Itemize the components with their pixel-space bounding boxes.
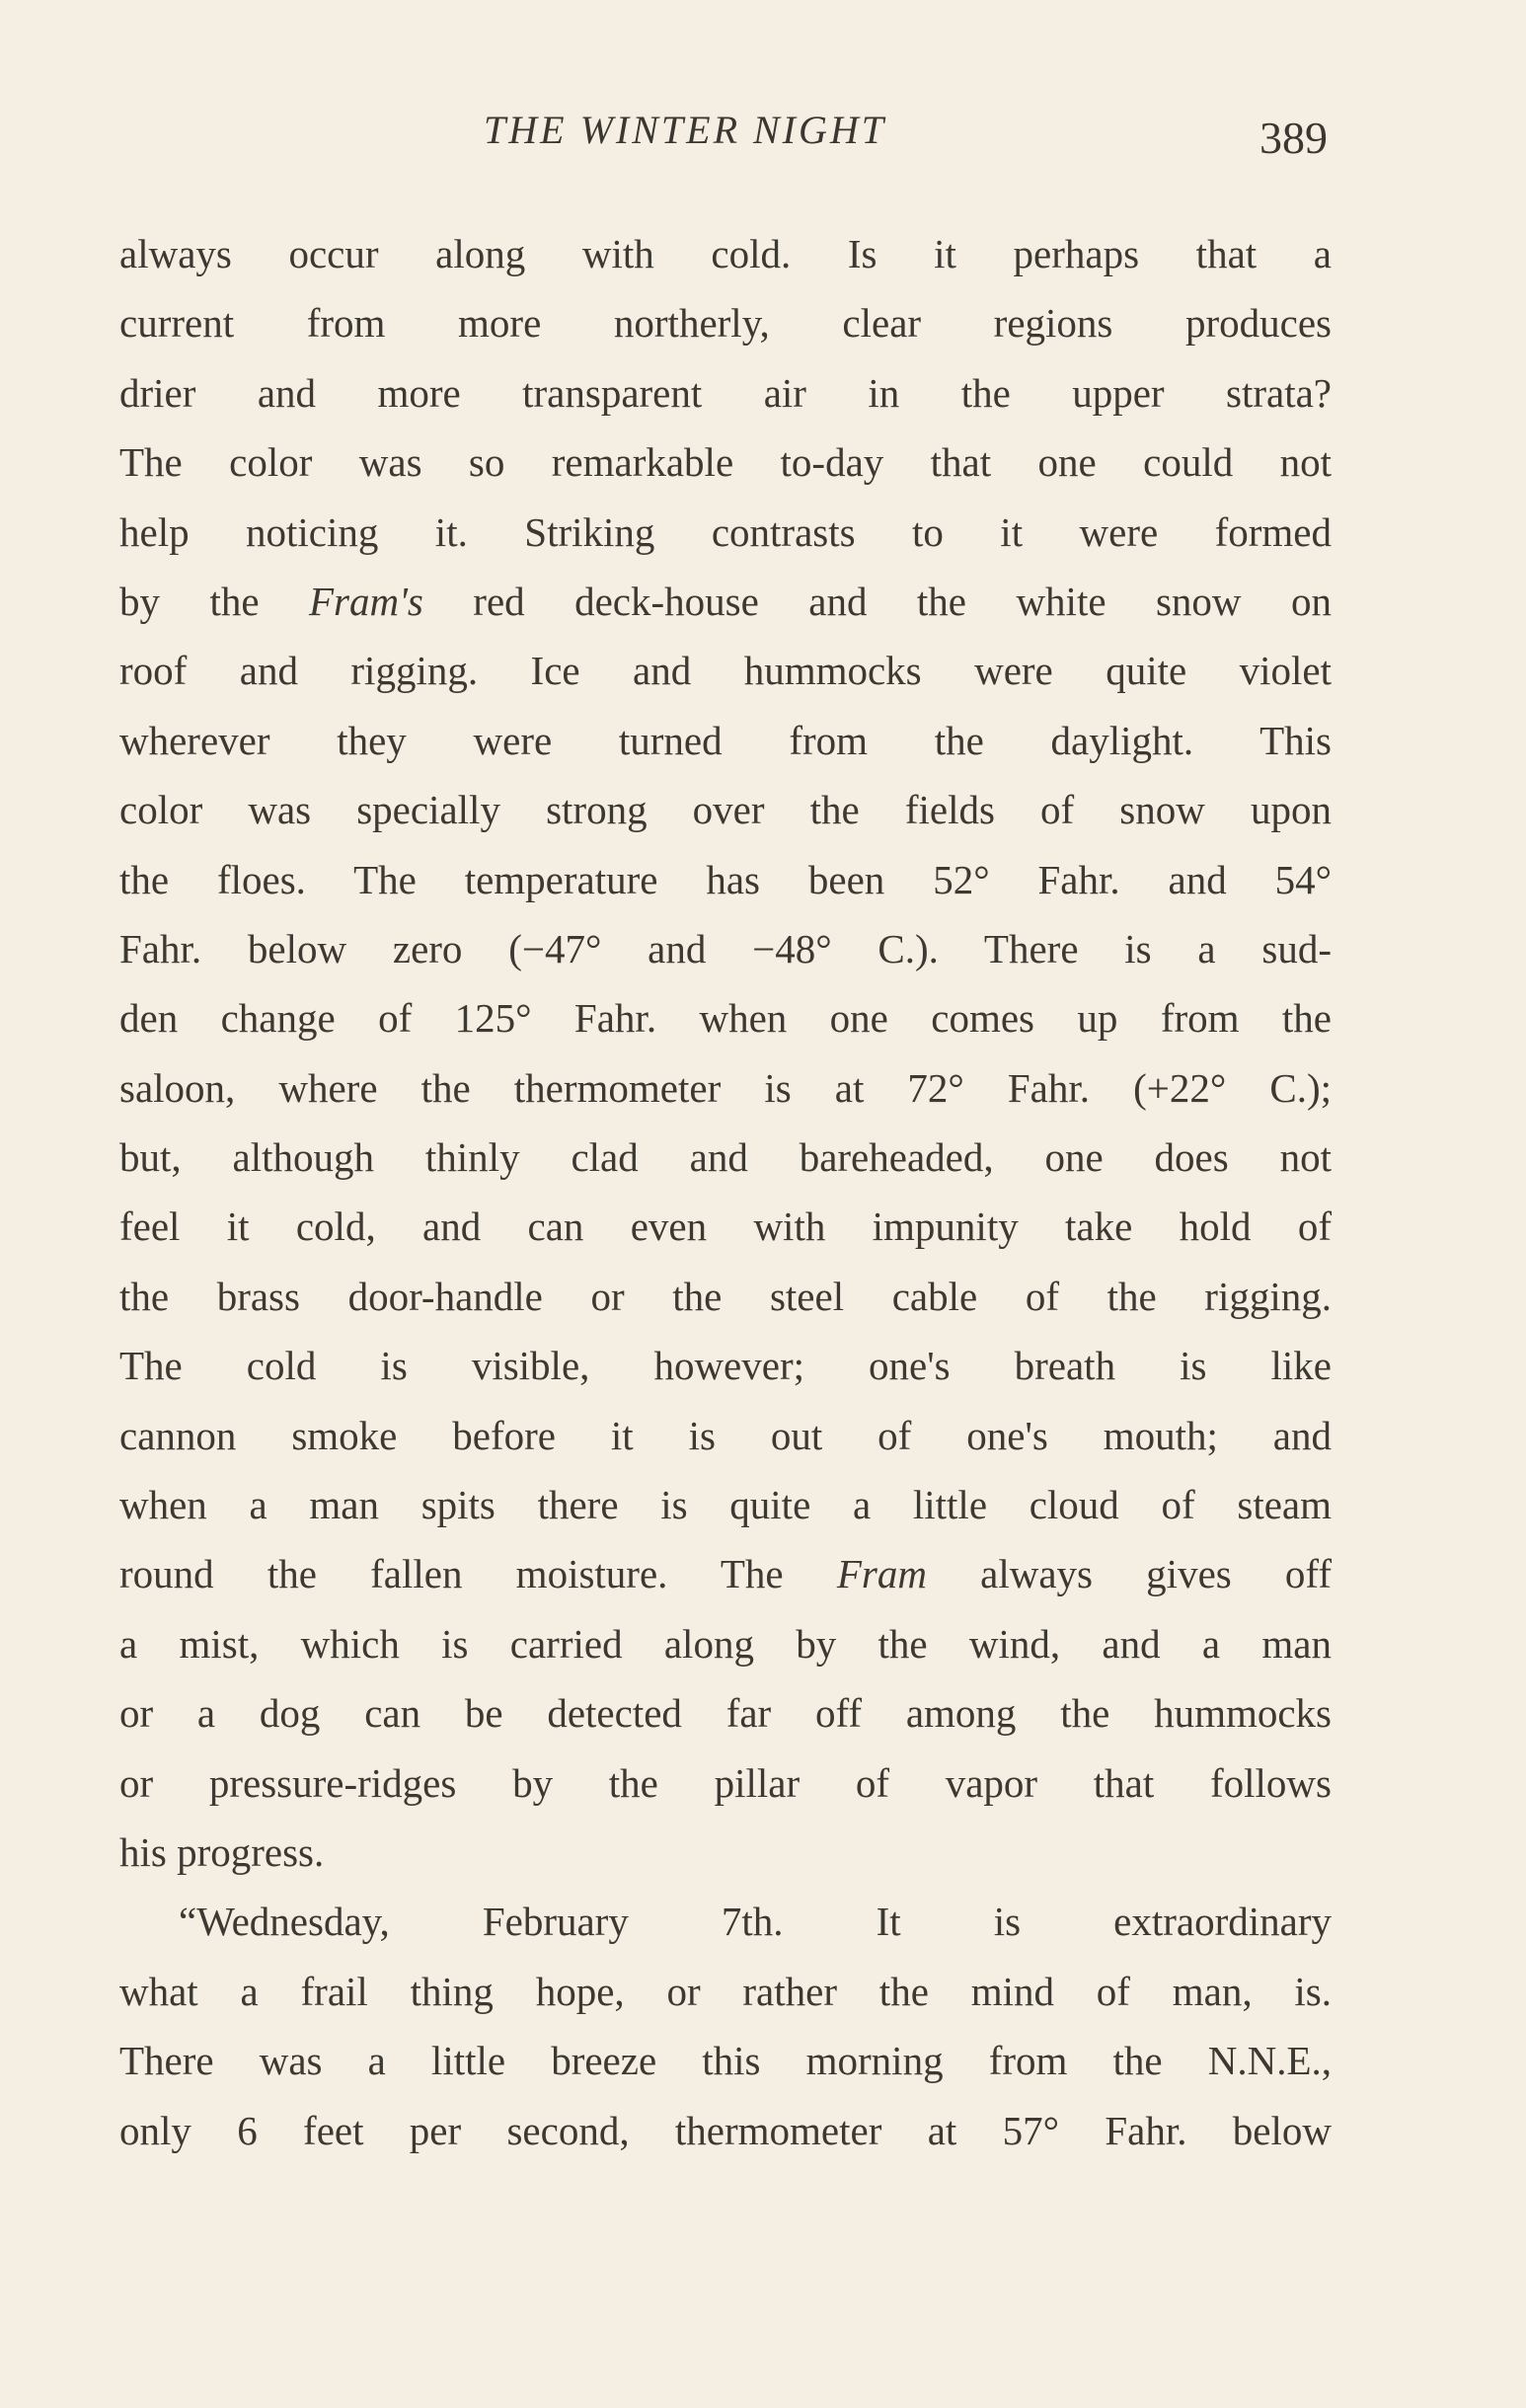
text-line: [119, 1539, 1332, 1608]
body-text: [119, 219, 1332, 2165]
text-line: wherever they were turned from the daylight. This: [119, 717, 1332, 763]
text-run: by the: [119, 578, 309, 624]
text-line: drier and more transparent air in the upper strata?: [119, 369, 1332, 416]
text-line: but, although thinly clad and bareheaded, one does not: [119, 1134, 1332, 1181]
text-line: Fahr. below zero (−47° and −48° C.). There is a sud-: [119, 925, 1332, 971]
text-line: There was a little breeze this morning from the N.N.E.,: [119, 2038, 1332, 2084]
text-line: or a dog can be detected far off among the hummocks: [119, 1690, 1332, 1737]
ship-name-italic: Fram: [836, 1551, 927, 1597]
text-line: or pressure-ridges by the pillar of vapor that follows: [119, 1759, 1332, 1806]
text-run: red deck-house and the white snow on: [422, 578, 1332, 624]
text-line: always occur along with cold. Is it perhaps that a: [119, 231, 1332, 276]
text-line: only 6 feet per second, thermometer at 57° Fahr. below: [119, 2107, 1332, 2153]
text-line: saloon, where the thermometer is at 72° Fahr. (+22° C.);: [119, 1064, 1332, 1111]
text-line: [119, 567, 1332, 636]
text-run: round the fallen moisture. The: [119, 1551, 837, 1597]
text-line: what a frail thing hope, or rather the mind of man, is.: [119, 1968, 1332, 2014]
text-line: the brass door-handle or the steel cable of the rigging.: [119, 1273, 1332, 1319]
text-line: current from more northerly, clear regions produces: [119, 300, 1332, 347]
running-head: THE WINTER NIGHT: [484, 108, 887, 152]
text-line: feel it cold, and can even with impunity take hold of: [119, 1204, 1332, 1250]
text-line: The cold is visible, however; one's breath is like: [119, 1343, 1332, 1389]
text-line: when a man spits there is quite a little cloud of steam: [119, 1482, 1332, 1528]
text-run: always gives off: [926, 1551, 1332, 1597]
text-line: The color was so remarkable to-day that one could not: [119, 439, 1332, 486]
text-line: help noticing it. Striking contrasts to it were formed: [119, 508, 1332, 555]
page-number: 389: [1259, 113, 1328, 163]
paragraph-first-line: “Wednesday, February 7th. It is extraordinary: [179, 1899, 1332, 1945]
text-line: cannon smoke before it is out of one's mouth; and: [119, 1412, 1332, 1458]
text-line: his progress.: [119, 1828, 325, 1875]
text-line: den change of 125° Fahr. when one comes up from the: [119, 995, 1332, 1042]
text-line: color was specially strong over the fields of snow upon: [119, 787, 1332, 833]
text-line: the floes. The temperature has been 52° Fahr. and 54°: [119, 856, 1332, 902]
text-line: a mist, which is carried along by the wind, and a man: [119, 1620, 1332, 1667]
text-line: roof and rigging. Ice and hummocks were quite violet: [119, 648, 1332, 694]
ship-name-italic: Fram's: [309, 578, 423, 624]
